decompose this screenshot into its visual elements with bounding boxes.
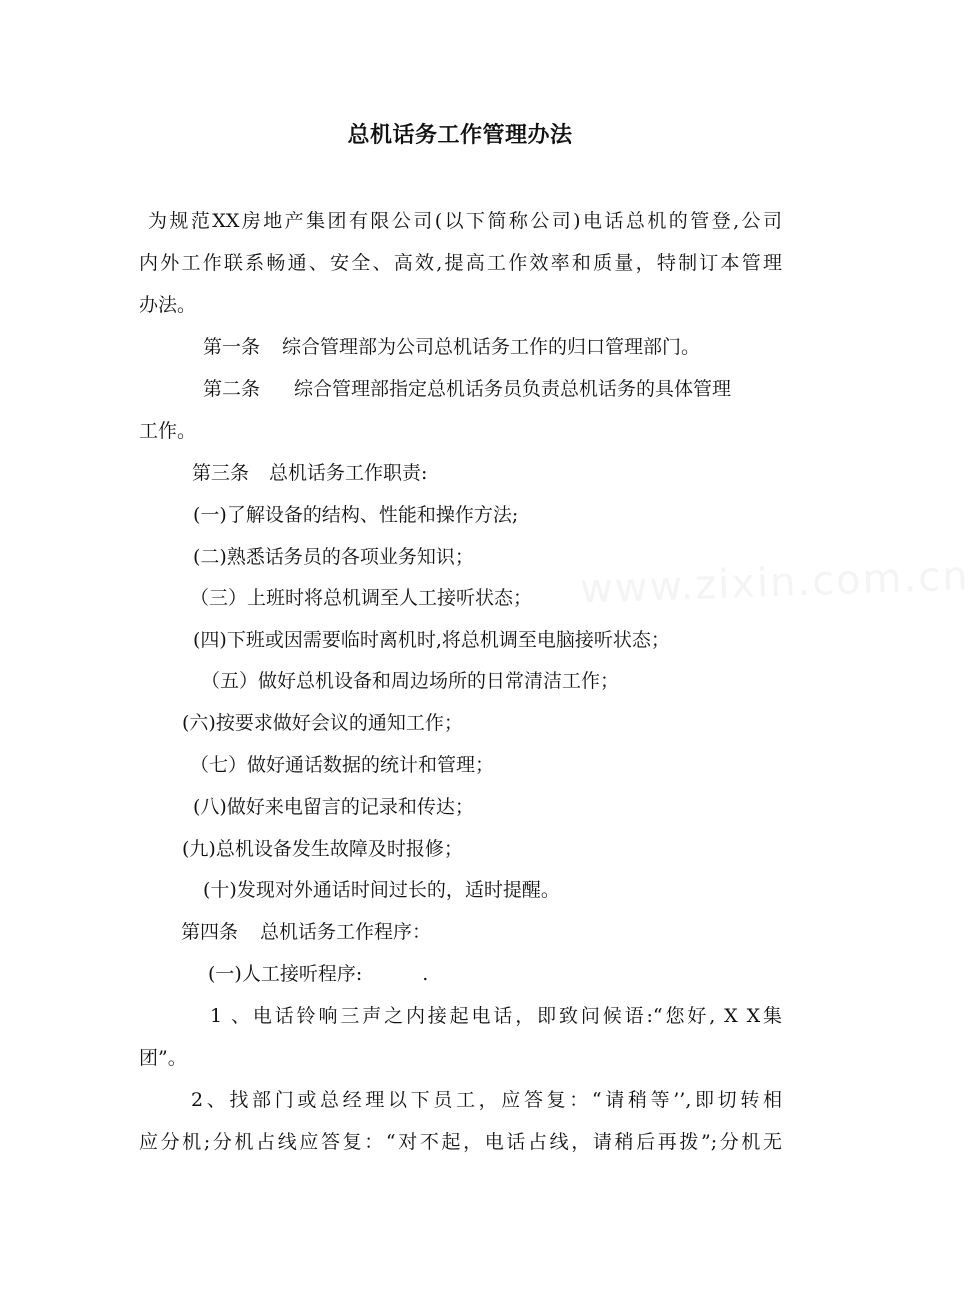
procedure-1 bbox=[208, 962, 428, 986]
article-2 bbox=[203, 377, 731, 401]
duty-item: (六)按要求做好会议的通知工作； bbox=[182, 712, 463, 734]
duty-item: (一)了解设备的结构、性能和操作方法; bbox=[193, 504, 519, 526]
document-title: 总机话务工作管理办法 bbox=[347, 122, 573, 148]
intro-line-2: 内外工作联系畅通、安全、高效,提高工作效率和质量，特制订本管理 bbox=[139, 252, 782, 274]
article-2-continuation: 工作。 bbox=[139, 420, 197, 442]
article-3-text: 总机话务工作职责: bbox=[269, 462, 428, 484]
article-4 bbox=[181, 920, 431, 944]
article-4-label: 第四条 bbox=[181, 921, 239, 943]
procedure-1-mark: . bbox=[422, 963, 429, 985]
watermark: www.zixin.com.cn bbox=[579, 553, 970, 613]
step-1-line-1: 1 、电话铃响三声之内接起电话，即致问候语:“您好, X X集 bbox=[210, 1005, 782, 1027]
article-1-label: 第一条 bbox=[203, 336, 261, 358]
duty-item: （三）上班时将总机调至人工接听状态； bbox=[190, 587, 533, 609]
article-2-text: 综合管理部指定总机话务员负责总机话务的具体管理 bbox=[294, 378, 732, 400]
duty-item: (二)熟悉话务员的各项业务知识； bbox=[193, 546, 474, 568]
duty-item: (十)发现对外通话时间过长的，适时提醒。 bbox=[203, 879, 560, 901]
article-4-text: 总机话务工作程序： bbox=[260, 921, 432, 943]
intro-line-1: 为规范XX房地产集团有限公司(以下简称公司)电话总机的管登,公司 bbox=[148, 210, 782, 232]
duty-item: (四)下班或因需要临时离机时,将总机调至电脑接听状态； bbox=[193, 629, 670, 651]
article-3-label: 第三条 bbox=[192, 462, 250, 484]
step-2-line-2: 应分机;分机占线应答复：“对不起，电话占线，请稍后再拨”;分机无 bbox=[139, 1131, 782, 1153]
step-1-line-2: 团”。 bbox=[139, 1047, 187, 1069]
article-1 bbox=[203, 335, 700, 359]
duty-item: （五）做好总机设备和周边场所的日常清洁工作； bbox=[201, 670, 620, 692]
article-2-label: 第二条 bbox=[203, 378, 261, 400]
article-1-text: 综合管理部为公司总机话务工作的归口管理部门。 bbox=[282, 336, 701, 358]
duty-item: （七）做好通话数据的统计和管理； bbox=[190, 754, 495, 776]
duty-item: (九)总机设备发生故障及时报修； bbox=[182, 838, 463, 860]
intro-line-3: 办法。 bbox=[139, 294, 197, 316]
article-3 bbox=[192, 461, 427, 485]
step-2-line-1: 2、找部门或总经理以下员工，应答复：“请稍等’’,即切转相 bbox=[191, 1089, 782, 1111]
procedure-1-heading: (一)人工接听程序: bbox=[208, 963, 363, 985]
duty-item: (八)做好来电留言的记录和传达； bbox=[193, 796, 474, 818]
